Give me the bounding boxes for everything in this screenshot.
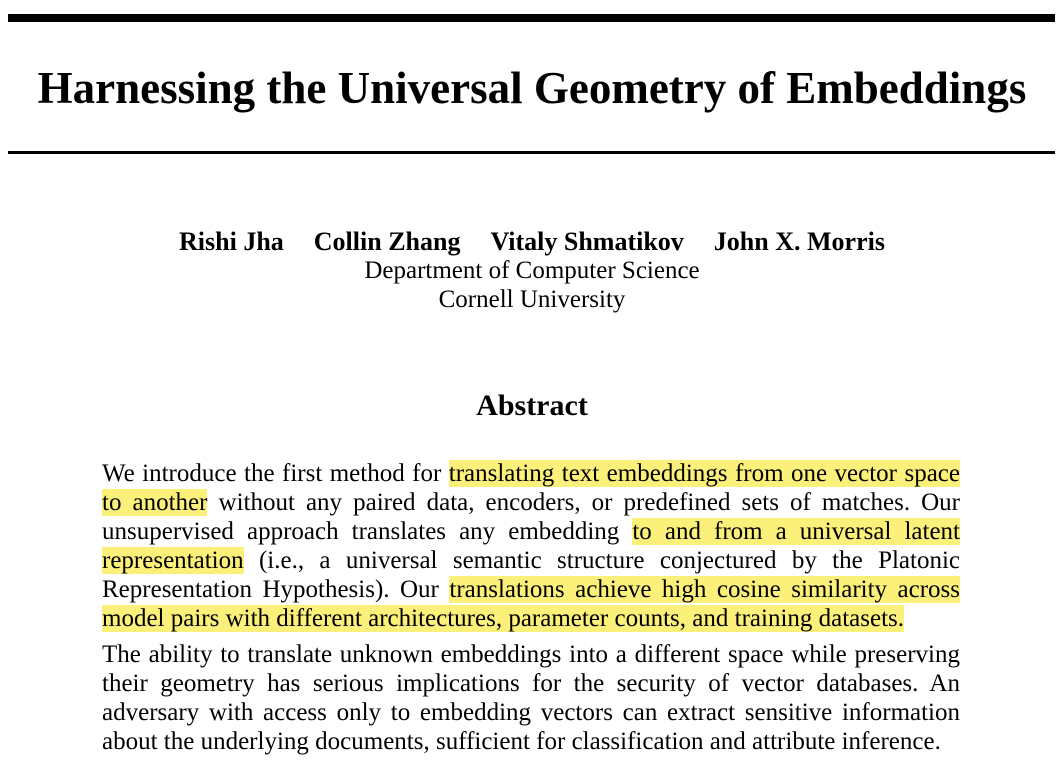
title-rule xyxy=(8,151,1055,154)
highlighted-text: translations achieve high cosine similarity across model pairs with different architectures, parameter counts, and training datasets. xyxy=(102,576,961,632)
highlighted-text: to and from a universal latent representation xyxy=(102,518,960,574)
author-name: Collin Zhang xyxy=(313,227,461,256)
author-name: Rishi Jha xyxy=(179,227,284,256)
author-list xyxy=(0,227,1064,257)
affiliation-university: Cornell University xyxy=(438,286,626,313)
abstract-heading: Abstract xyxy=(476,389,588,422)
abstract-text: without any paired data, encoders, or predefined sets of matches. Our unsupervised approach translates any embedding xyxy=(102,489,960,545)
abstract-paragraph-2: The ability to translate unknown embeddings into a different space while preserving their geometry has serious implications for the security of vector databases. An adversary with access only to embedding vectors can extract sensitive information about the underlying documents, sufficient for classification and attribute inference. xyxy=(102,641,960,755)
author-name: John X. Morris xyxy=(713,227,885,256)
abstract-text: We introduce the first method for xyxy=(102,460,449,487)
author-name: Vitaly Shmatikov xyxy=(490,227,684,256)
top-rule xyxy=(8,14,1055,22)
paper-title: Harnessing the Universal Geometry of Embeddings xyxy=(37,63,1027,113)
abstract-paragraph-1 xyxy=(102,459,960,633)
abstract-text: (i.e., a universal semantic structure conjectured by the Platonic Representation Hypothesis). Our xyxy=(102,547,960,603)
highlighted-text: translating text embeddings from one vector space to another xyxy=(102,460,960,516)
affiliation-department: Department of Computer Science xyxy=(364,257,700,284)
